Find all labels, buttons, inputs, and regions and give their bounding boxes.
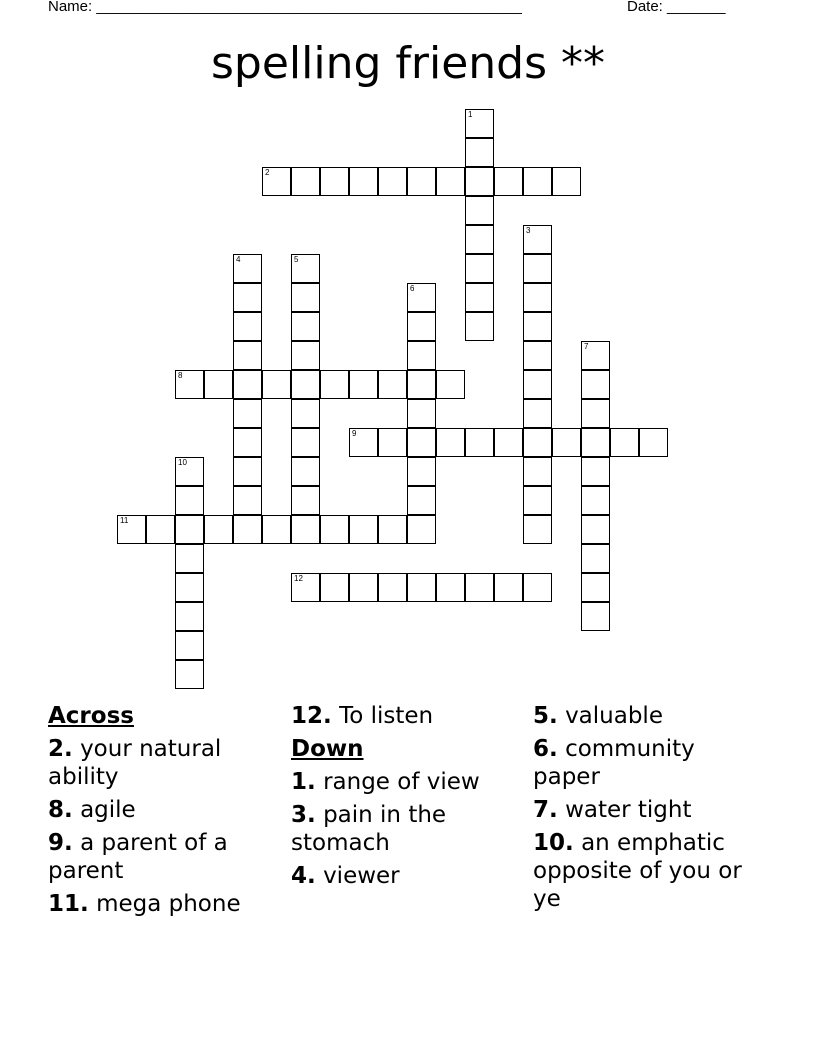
crossword-cell[interactable] [262,515,291,544]
crossword-cell[interactable] [146,515,175,544]
crossword-cell[interactable] [233,341,262,370]
crossword-cell[interactable] [233,312,262,341]
crossword-cell[interactable] [523,370,552,399]
date-field[interactable]: Date: _______ [627,0,726,15]
crossword-cell[interactable] [523,312,552,341]
clue-column-3 [533,702,763,918]
crossword-cell[interactable] [291,457,320,486]
crossword-cell[interactable] [407,428,436,457]
clue-down-1: 1. range of view [291,769,480,795]
clue-across-2: 2. your natural ability [48,736,222,790]
clue-across-12: 12. To listen [291,703,434,729]
clue-across-11: 11. mega phone [48,891,241,917]
crossword-cell[interactable] [581,544,610,573]
crossword-cell[interactable] [233,283,262,312]
crossword-cell[interactable] [175,457,204,486]
crossword-cell[interactable] [436,428,465,457]
crossword-cell[interactable] [320,573,349,602]
name-field[interactable]: Name: ___________________________________________________ [48,0,522,15]
clue-column-1 [48,702,278,923]
crossword-cell[interactable] [175,573,204,602]
clue-across-9: 9. a parent of a parent [48,830,228,884]
crossword-cell[interactable] [494,428,523,457]
crossword-cell[interactable] [291,167,320,196]
crossword-cell[interactable] [291,254,320,283]
crossword-cell[interactable] [175,631,204,660]
crossword-cell[interactable] [465,573,494,602]
crossword-cell[interactable] [320,167,349,196]
cell-number: 11 [120,516,129,525]
crossword-cell[interactable] [291,399,320,428]
crossword-cell[interactable] [233,486,262,515]
crossword-cell[interactable] [349,370,378,399]
crossword-cell[interactable] [581,457,610,486]
crossword-cell[interactable] [291,486,320,515]
crossword-cell[interactable] [233,457,262,486]
cell-number: 4 [236,255,241,264]
crossword-cell[interactable] [465,167,494,196]
crossword-cell[interactable] [349,167,378,196]
crossword-cell[interactable] [378,515,407,544]
crossword-cell[interactable] [291,428,320,457]
crossword-cell[interactable] [349,515,378,544]
crossword-cell[interactable] [581,399,610,428]
crossword-cell[interactable] [436,167,465,196]
crossword-cell[interactable] [407,312,436,341]
crossword-cell[interactable] [117,515,146,544]
crossword-cell[interactable] [204,515,233,544]
page-title: spelling friends ** [210,38,605,89]
crossword-cell[interactable] [233,254,262,283]
crossword-cell[interactable] [233,515,262,544]
clue-down-10: 10. an emphatic opposite of you or ye [533,830,742,912]
crossword-cell[interactable] [523,399,552,428]
crossword-cell[interactable] [407,399,436,428]
crossword-cell[interactable] [523,341,552,370]
crossword-cell[interactable] [523,225,552,254]
crossword-cell[interactable] [494,167,523,196]
crossword-cell[interactable] [233,370,262,399]
crossword-cell[interactable] [349,573,378,602]
crossword-cell[interactable] [175,515,204,544]
crossword-cell[interactable] [523,486,552,515]
cell-number: 7 [584,342,589,351]
crossword-cell[interactable] [407,515,436,544]
crossword-cell[interactable] [523,457,552,486]
crossword-cell[interactable] [523,167,552,196]
crossword-cell[interactable] [581,428,610,457]
crossword-cell[interactable] [175,486,204,515]
crossword-cell[interactable] [436,370,465,399]
clue-column-2 [291,702,521,895]
cell-number: 5 [294,255,299,264]
cell-number: 12 [294,574,303,583]
crossword-cell[interactable] [175,660,204,689]
crossword-cell[interactable] [175,602,204,631]
crossword-cell[interactable] [291,573,320,602]
cell-number: 6 [410,284,415,293]
crossword-cell[interactable] [291,283,320,312]
crossword-cell[interactable] [465,428,494,457]
crossword-cell[interactable] [407,457,436,486]
crossword-cell[interactable] [378,167,407,196]
crossword-cell[interactable] [291,515,320,544]
crossword-cell[interactable] [581,341,610,370]
crossword-cell[interactable] [465,196,494,225]
crossword-cell[interactable] [233,428,262,457]
crossword-cell[interactable] [552,428,581,457]
crossword-cell[interactable] [175,544,204,573]
cell-number: 2 [265,168,270,177]
crossword-cell[interactable] [465,138,494,167]
cell-number: 10 [178,458,187,467]
cell-number: 9 [352,429,357,438]
crossword-cell[interactable] [581,573,610,602]
cell-number: 1 [468,110,473,119]
crossword-cell[interactable] [639,428,668,457]
crossword-cell[interactable] [436,573,465,602]
clue-across-8: 8. agile [48,797,136,823]
crossword-cell[interactable] [581,515,610,544]
crossword-cell[interactable] [175,370,204,399]
crossword-cell[interactable] [378,370,407,399]
crossword-cell[interactable] [349,428,378,457]
crossword-cell[interactable] [523,428,552,457]
crossword-cell[interactable] [552,167,581,196]
crossword-cell[interactable] [320,515,349,544]
crossword-cell[interactable] [407,167,436,196]
crossword-cell[interactable] [407,283,436,312]
crossword-cell[interactable] [407,573,436,602]
crossword-cell[interactable] [378,573,407,602]
crossword-cell[interactable] [291,370,320,399]
clue-down-6: 6. community paper [533,736,695,790]
crossword-cell[interactable] [465,312,494,341]
cell-number: 8 [178,371,183,380]
crossword-cell[interactable] [262,370,291,399]
crossword-cell[interactable] [581,486,610,515]
crossword-cell[interactable] [523,573,552,602]
crossword-cell[interactable] [494,573,523,602]
clue-down-5: 5. valuable [533,703,663,729]
clue-down-3: 3. pain in the stomach [291,802,447,856]
crossword-cell[interactable] [523,254,552,283]
crossword-cell[interactable] [523,283,552,312]
crossword-cell[interactable] [407,341,436,370]
crossword-cell[interactable] [320,370,349,399]
crossword-cell[interactable] [378,428,407,457]
clue-down-7: 7. water tight [533,797,692,823]
crossword-cell[interactable] [407,370,436,399]
clue-down-4: 4. viewer [291,863,400,889]
crossword-cell[interactable] [262,167,291,196]
down-heading: Down [291,736,364,762]
crossword-cell[interactable] [465,225,494,254]
crossword-cell[interactable] [610,428,639,457]
across-heading: Across [48,703,134,729]
crossword-cell[interactable] [407,486,436,515]
cell-number: 3 [526,226,531,235]
crossword-cell[interactable] [465,109,494,138]
crossword-cell[interactable] [291,341,320,370]
crossword-cell[interactable] [204,370,233,399]
crossword-cell[interactable] [291,312,320,341]
crossword-cell[interactable] [523,515,552,544]
crossword-cell[interactable] [465,254,494,283]
crossword-cell[interactable] [465,283,494,312]
crossword-cell[interactable] [581,602,610,631]
crossword-cell[interactable] [581,370,610,399]
crossword-cell[interactable] [233,399,262,428]
